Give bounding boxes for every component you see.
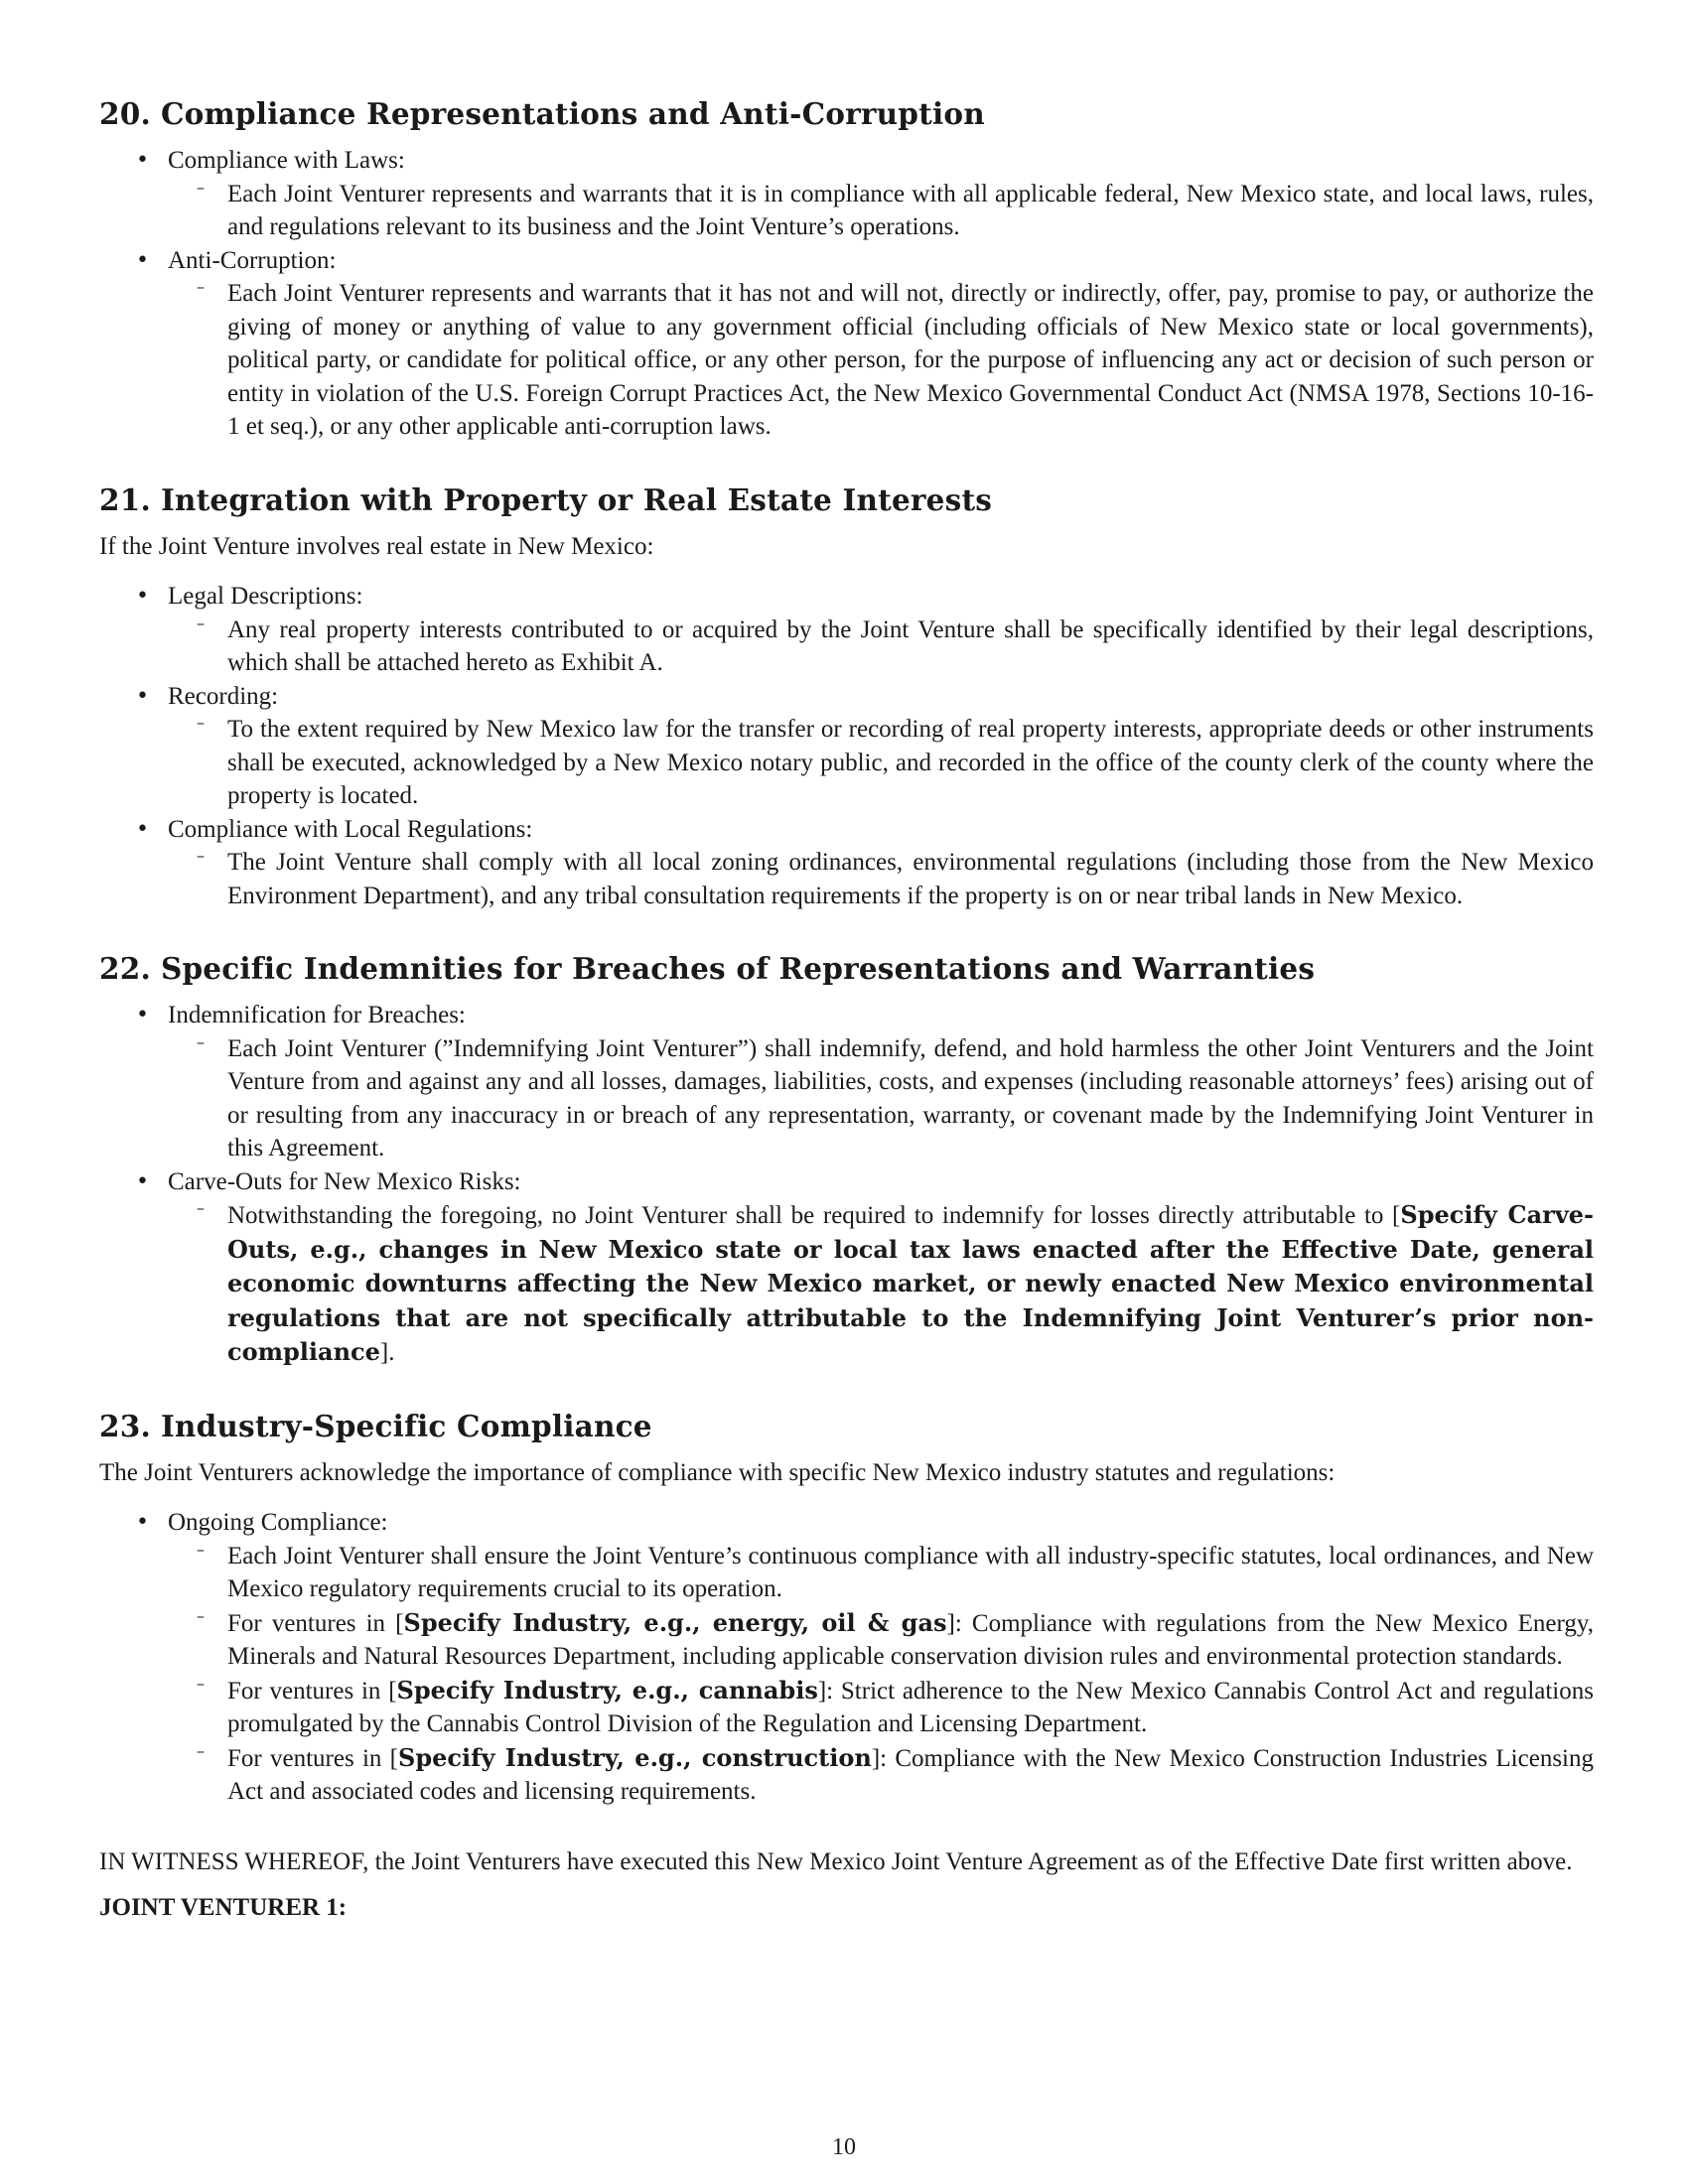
section-number: 23.: [99, 1408, 151, 1443]
bullet-label: Recording:: [168, 682, 279, 710]
dash-item-text: [227, 846, 1594, 912]
sections-container: [99, 94, 1594, 1809]
bullet-icon: •: [136, 1003, 149, 1027]
dash-item-text: [227, 1606, 1594, 1674]
dash-item: [168, 614, 1594, 680]
section-heading: [99, 480, 1594, 520]
dash-list: [168, 846, 1594, 912]
dash-item-text: [227, 178, 1594, 244]
dash-item-text: [227, 1032, 1594, 1165]
text-segment: Any real property interests contributed to or acquired by the Joint Venture shall be specifically identified by their legal descriptions, which shall be attached hereto as Exhibit A.: [227, 615, 1594, 676]
section-intro: If the Joint Venture involves real estate in New Mexico:: [99, 532, 654, 560]
bullet-icon: •: [136, 247, 149, 273]
text-segment: ]: Strict adherence to the New Mexico Cannabis Control Act and regulations promulgated by the Cannabis Control Division of the Regulation and Licensing Department.: [227, 1677, 1594, 1737]
section: [99, 94, 1594, 444]
bullet-label: Indemnification for Breaches:: [168, 1002, 466, 1028]
dash-list: [168, 277, 1594, 444]
placeholder-text: Specify Carve-Outs, e.g., changes in New Mexico state or local tax laws enacted after the Effective Date, general economic downturns affecting the New Mexico market, or newly enacted New Mexico environmental regulations that are not specifically attributable to the Indemnifying Joint Venturer’s prior non-compliance: [227, 1200, 1594, 1366]
dash-item: [168, 713, 1594, 813]
dash-item: [168, 178, 1594, 244]
dash-list: [168, 1032, 1594, 1165]
text-segment: Each Joint Venturer represents and warrants that it has not and will not, directly or indirectly, offer, pay, promise to pay, or authorize the giving of money or anything of value to any government official (including officials of New Mexico state or local governments), political party, or candidate for political office, or any other person, for the purpose of influencing any act or decision of such person or entity in violation of the U.S. Foreign Corrupt Practices Act, the New Mexico Governmental Conduct Act (NMSA 1978, Sections 10-16-1 et seq.), or any other applicable anti-corruption laws.: [227, 280, 1594, 440]
document-page: [99, 94, 1594, 1922]
section-title: Integration with Property or Real Estate Interests: [160, 481, 993, 517]
dash-icon: –: [197, 713, 205, 732]
text-segment: For ventures in [: [227, 1609, 404, 1637]
bullet-label: Carve-Outs for New Mexico Risks:: [168, 1167, 521, 1195]
text-segment: Each Joint Venturer shall ensure the Joint Venture’s continuous compliance with all industry-specific statutes, local ordinances, and New Mexico regulatory requirements crucial to its operation.: [227, 1542, 1594, 1602]
dash-icon: –: [197, 177, 205, 197]
dash-item: [168, 1606, 1594, 1674]
dash-icon: –: [197, 613, 205, 632]
dash-icon: –: [197, 1605, 205, 1625]
dash-item-text: [227, 277, 1594, 444]
dash-item: [168, 846, 1594, 912]
bullet-item: [99, 999, 1594, 1165]
bullet-list: [99, 580, 1594, 912]
bullet-icon: •: [136, 816, 149, 842]
placeholder-text: Specify Industry, e.g., energy, oil & gas: [403, 1607, 947, 1637]
dash-icon: –: [197, 1539, 205, 1559]
text-segment: For ventures in [: [227, 1744, 399, 1772]
bullet-item: [99, 244, 1594, 444]
dash-item: [168, 1674, 1594, 1741]
bullet-icon: •: [136, 1168, 149, 1194]
dash-icon: –: [197, 277, 205, 296]
text-segment: Notwithstanding the foregoing, no Joint Venturer shall be required to indemnify for losses directly attributable to [: [227, 1202, 1401, 1229]
bullet-list: [99, 1506, 1594, 1809]
section-heading: [99, 94, 1594, 134]
section-number: 21.: [99, 481, 151, 517]
bullet-icon: •: [136, 148, 149, 173]
dash-item: [168, 1741, 1594, 1809]
section: [99, 949, 1594, 1370]
placeholder-text: Specify Industry, e.g., cannabis: [396, 1675, 818, 1705]
dash-item-text: [227, 1741, 1594, 1809]
text-segment: Each Joint Venturer represents and warrants that it is in compliance with all applicable federal, New Mexico state, and local laws, rules, and regulations relevant to its business and the Joint Venture’s operations.: [227, 180, 1594, 240]
bullet-list: [99, 999, 1594, 1370]
text-segment: ].: [379, 1339, 395, 1366]
bullet-label: Compliance with Local Regulations:: [168, 815, 533, 843]
bullet-label: Compliance with Laws:: [168, 147, 405, 174]
dash-icon: –: [197, 846, 205, 865]
page-number: 10: [832, 2134, 856, 2160]
dash-icon: –: [197, 1198, 205, 1217]
bullet-item: [99, 1165, 1594, 1370]
text-segment: The Joint Venture shall comply with all local zoning ordinances, environmental regulations (including those from the New Mexico Environment Department), and any tribal consultation requirements if the property is on or near tribal lands in New Mexico.: [227, 849, 1594, 909]
section: [99, 480, 1594, 913]
text-segment: ]: Compliance with regulations from the New Mexico Energy, Minerals and Natural Resources Department, including applicable conservation division rules and environmental protection standards.: [227, 1609, 1594, 1670]
dash-item: [168, 277, 1594, 444]
bullet-item: [99, 144, 1594, 244]
witness-paragraph: IN WITNESS WHEREOF, the Joint Venturers have executed this New Mexico Joint Venture Agreement as of the Effective Date first written above.: [99, 1847, 1573, 1875]
text-segment: For ventures in [: [227, 1677, 397, 1705]
dash-list: [168, 1198, 1594, 1370]
section-title: Industry-Specific Compliance: [160, 1408, 652, 1443]
bullet-item: [99, 580, 1594, 680]
text-segment: ]: Compliance with the New Mexico Construction Industries Licensing Act and associated codes and licensing requirements.: [227, 1744, 1594, 1805]
dash-list: [168, 178, 1594, 244]
bullet-item: [99, 680, 1594, 813]
section-heading: [99, 949, 1594, 989]
section: [99, 1407, 1594, 1809]
bullet-icon: •: [136, 683, 149, 709]
section-title: Compliance Representations and Anti-Corruption: [160, 96, 985, 131]
dash-item-text: [227, 1540, 1594, 1606]
bullet-item: [99, 1506, 1594, 1809]
bullet-label: Ongoing Compliance:: [168, 1509, 388, 1536]
placeholder-text: Specify Industry, e.g., construction: [398, 1742, 872, 1772]
dash-icon: –: [197, 1673, 205, 1693]
dash-item-text: [227, 1674, 1594, 1741]
dash-list: [168, 1540, 1594, 1809]
dash-item-text: [227, 1198, 1594, 1370]
bullet-list: [99, 144, 1594, 444]
bullet-icon: •: [136, 584, 149, 609]
section-title: Specific Indemnities for Breaches of Representations and Warranties: [160, 951, 1316, 986]
dash-item-text: [227, 614, 1594, 680]
bullet-label: Anti-Corruption:: [168, 246, 337, 274]
dash-list: [168, 614, 1594, 680]
text-segment: Each Joint Venturer (”Indemnifying Joint Venturer”) shall indemnify, defend, and hold harmless the other Joint Venturers and the Joint Venture from and against any and all losses, damages, liabilities, costs, and expenses (including reasonable attorneys’ fees) arising out of or resulting from any inaccuracy in or breach of any representation, warranty, or covenant made by the Indemnifying Joint Venturer in this Agreement.: [227, 1034, 1594, 1161]
bullet-label: Legal Descriptions:: [168, 583, 363, 610]
section-number: 22.: [99, 951, 151, 986]
dash-item: [168, 1198, 1594, 1370]
section-intro: The Joint Venturers acknowledge the importance of compliance with specific New Mexico industry statutes and regulations:: [99, 1458, 1336, 1486]
dash-icon: –: [197, 1740, 205, 1760]
section-heading: [99, 1407, 1594, 1446]
text-segment: To the extent required by New Mexico law for the transfer or recording of real property interests, appropriate deeds or other instruments shall be executed, acknowledged by a New Mexico notary public, and recorded in the office of the county clerk of the county where the property is located.: [227, 716, 1594, 809]
dash-item: [168, 1032, 1594, 1165]
bullet-icon: •: [136, 1510, 149, 1535]
section-number: 20.: [99, 96, 151, 131]
dash-item-text: [227, 713, 1594, 813]
dash-icon: –: [197, 1031, 205, 1051]
dash-item: [168, 1540, 1594, 1606]
dash-list: [168, 713, 1594, 813]
signer-label: JOINT VENTURER 1:: [99, 1894, 348, 1921]
bullet-item: [99, 813, 1594, 913]
